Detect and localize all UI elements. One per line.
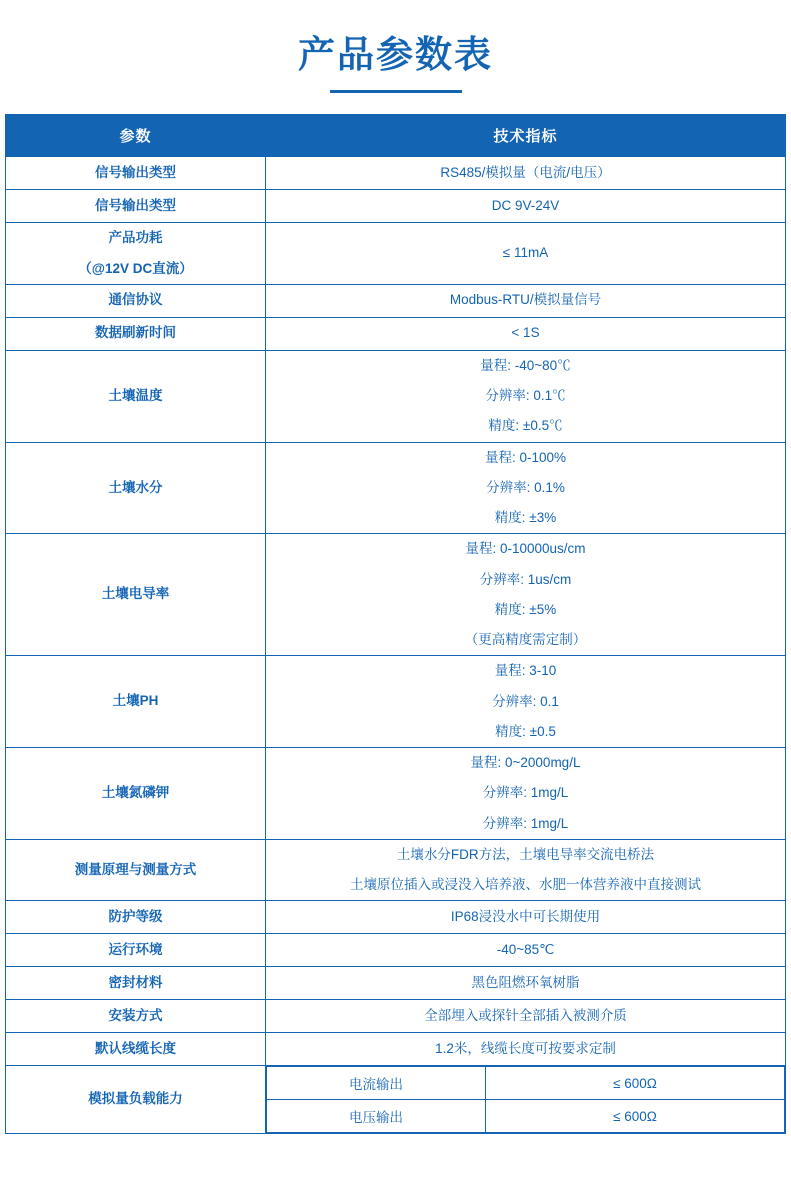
value-line: 分辨率: 0.1% <box>486 479 565 495</box>
sub-row-label: 电流输出 <box>267 1067 486 1100</box>
table-row <box>6 748 786 840</box>
table-row-load-capacity <box>6 1066 786 1134</box>
header-specification: 技术指标 <box>266 115 786 157</box>
row-value <box>266 656 786 748</box>
row-value: RS485/模拟量（电流/电压） <box>266 157 786 190</box>
value-line: 量程: 3-10 <box>494 663 557 679</box>
sub-row-label: 电压输出 <box>267 1100 486 1133</box>
row-label: 土壤PH <box>6 656 266 748</box>
row-label: 模拟量负载能力 <box>6 1066 266 1134</box>
value-line: 量程: 0~2000mg/L <box>470 755 581 771</box>
row-value: < 1S <box>266 317 786 350</box>
table-body <box>6 157 786 1134</box>
table-header-row <box>6 115 786 157</box>
row-value <box>266 839 786 901</box>
page-title-wrap <box>0 0 791 93</box>
sub-table-cell <box>266 1066 786 1134</box>
table-row <box>6 157 786 190</box>
title-underline <box>330 90 462 93</box>
value-line: 量程: -40~80℃ <box>480 357 571 373</box>
table-row <box>6 223 786 285</box>
table-row <box>6 839 786 901</box>
row-value: 1.2米，线缆长度可按要求定制 <box>266 1033 786 1066</box>
value-line: 土壤水分FDR方法，土壤电导率交流电桥法 <box>396 846 655 862</box>
row-label: 土壤电导率 <box>6 534 266 656</box>
row-label: 运行环境 <box>6 934 266 967</box>
value-line: 分辨率: 0.1℃ <box>485 388 566 404</box>
table-row <box>6 901 786 934</box>
value-line: （更高精度需定制） <box>464 632 587 648</box>
parameters-table <box>5 114 786 1134</box>
row-label: 默认线缆长度 <box>6 1033 266 1066</box>
row-value: ≤ 11mA <box>266 223 786 285</box>
table-row <box>6 1000 786 1033</box>
value-line: 分辨率: 1mg/L <box>482 815 569 831</box>
table-row <box>6 284 786 317</box>
value-line: 分辨率: 1us/cm <box>479 571 572 587</box>
value-line: 量程: 0-10000us/cm <box>465 541 586 557</box>
row-label: 安装方式 <box>6 1000 266 1033</box>
table-row <box>6 442 786 534</box>
row-value: IP68浸没水中可长期使用 <box>266 901 786 934</box>
row-value <box>266 350 786 442</box>
row-label: 信号输出类型 <box>6 190 266 223</box>
row-label: 密封材料 <box>6 967 266 1000</box>
sub-row <box>267 1067 785 1100</box>
sub-row-value: ≤ 600Ω <box>486 1100 785 1133</box>
table-row <box>6 656 786 748</box>
row-label-line: （@12V DC直流） <box>78 260 193 276</box>
load-capacity-sub-table <box>266 1066 785 1133</box>
row-label <box>6 223 266 285</box>
value-line: 精度: ±0.5℃ <box>488 418 563 434</box>
value-line: 分辨率: 0.1 <box>492 693 559 709</box>
header-parameter: 参数 <box>6 115 266 157</box>
row-value: Modbus-RTU/模拟量信号 <box>266 284 786 317</box>
page-title: 产品参数表 <box>298 34 493 75</box>
sub-row <box>267 1100 785 1133</box>
row-label: 数据刷新时间 <box>6 317 266 350</box>
table-head <box>6 115 786 157</box>
table-row <box>6 190 786 223</box>
row-value <box>266 442 786 534</box>
value-line: 量程: 0-100% <box>484 449 567 465</box>
table-row <box>6 350 786 442</box>
row-label: 测量原理与测量方式 <box>6 839 266 901</box>
table-row <box>6 534 786 656</box>
value-line: 精度: ±0.5 <box>495 723 556 739</box>
table-row <box>6 967 786 1000</box>
row-value <box>266 534 786 656</box>
row-value: -40~85℃ <box>266 934 786 967</box>
row-value: 黑色阻燃环氧树脂 <box>266 967 786 1000</box>
row-label: 土壤水分 <box>6 442 266 534</box>
row-value: DC 9V-24V <box>266 190 786 223</box>
table-row <box>6 317 786 350</box>
row-label: 信号输出类型 <box>6 157 266 190</box>
row-label: 土壤氮磷钾 <box>6 748 266 840</box>
row-value <box>266 748 786 840</box>
table-row <box>6 1033 786 1066</box>
row-label-line: 产品功耗 <box>108 230 163 246</box>
row-label: 土壤温度 <box>6 350 266 442</box>
row-label: 通信协议 <box>6 284 266 317</box>
sub-row-value: ≤ 600Ω <box>486 1067 785 1100</box>
row-value: 全部埋入或探针全部插入被测介质 <box>266 1000 786 1033</box>
value-line: 分辨率: 1mg/L <box>482 785 569 801</box>
table-row <box>6 934 786 967</box>
value-line: 土壤原位插入或浸没入培养液、水肥一体营养液中直接测试 <box>350 877 701 893</box>
value-line: 精度: ±5% <box>494 601 557 617</box>
row-label: 防护等级 <box>6 901 266 934</box>
value-line: 精度: ±3% <box>494 510 557 526</box>
